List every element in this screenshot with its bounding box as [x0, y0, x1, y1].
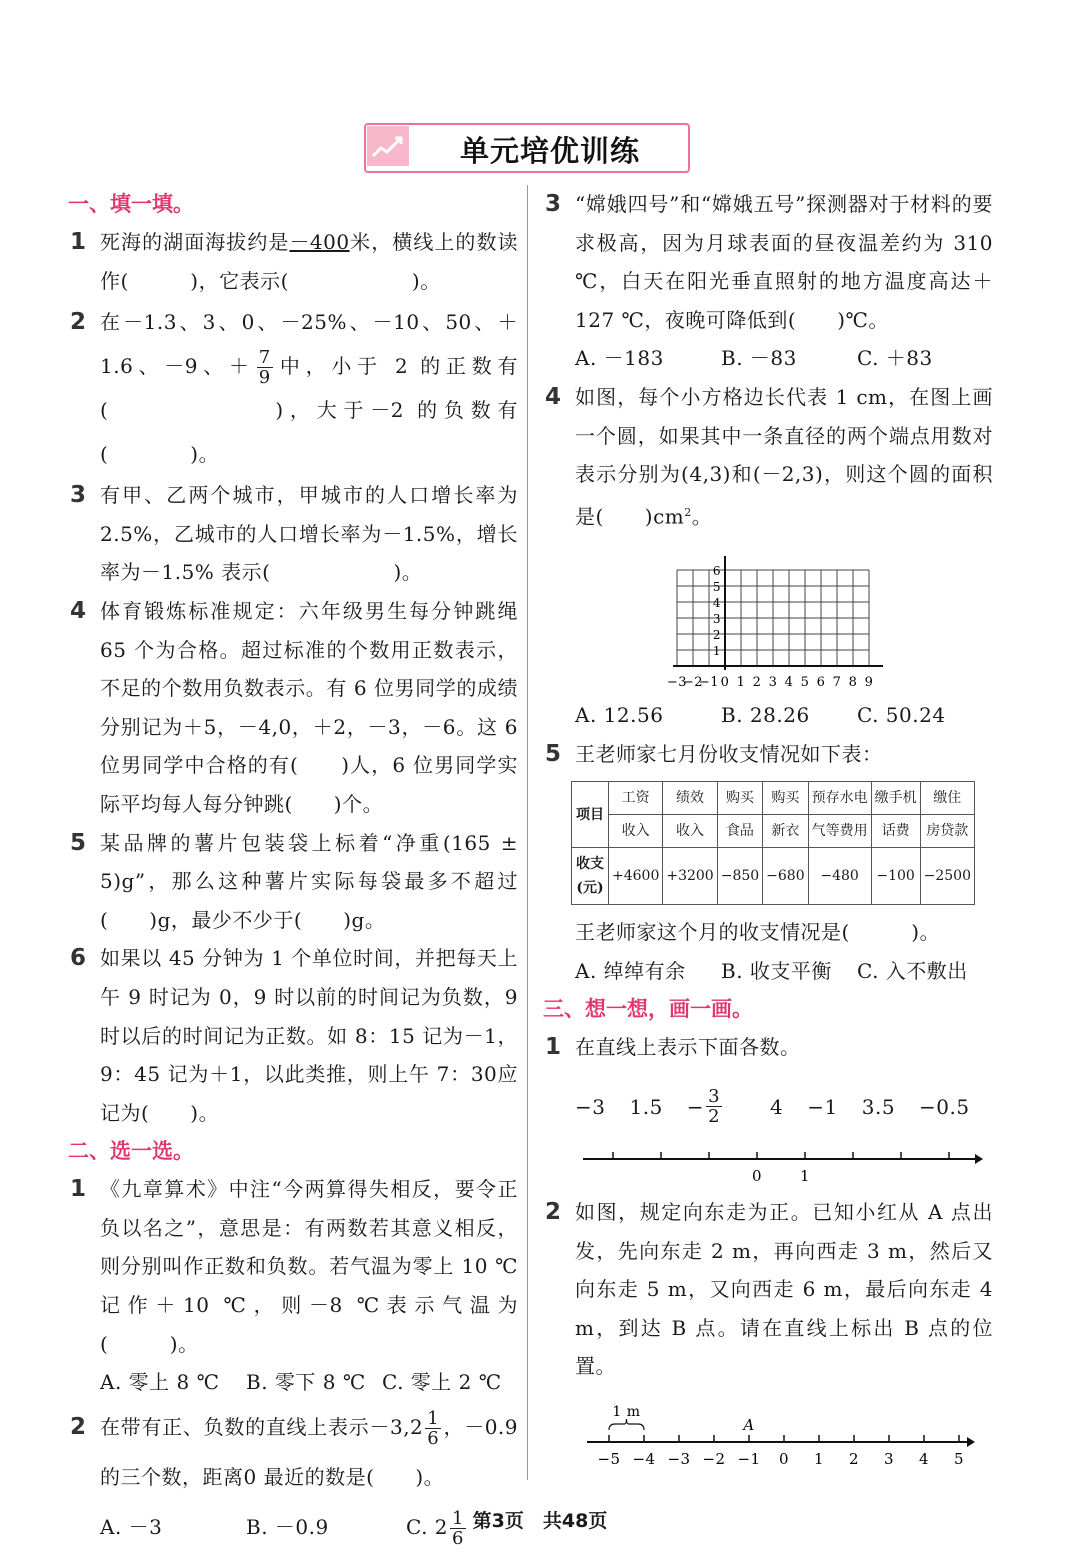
y-tick-label: 6: [712, 564, 722, 578]
fill-q6: 6 如果以 45 分钟为 1 个单位时间，并把每天上午 9 时记为 0，9 时以前的时间记为负数，9 时以后的时间记为正数。如 8：15 记为－1，9：45 记为＋1，以此类推，则上午 7：30应记为( )。: [70, 945, 518, 1125]
fraction-3-2: $\frac{3}{2}$: [708, 1086, 721, 1128]
x-tick-label: 0: [720, 675, 730, 690]
option-b[interactable]: B. －0.9: [246, 1514, 329, 1539]
x-tick-label: 7: [832, 675, 842, 690]
y-tick-label: 3: [712, 612, 722, 626]
fraction-7-9: $\frac{7}{9}$: [258, 347, 271, 389]
right-column: [543, 185, 993, 1470]
y-tick-label: 2: [712, 628, 722, 642]
choose-q3: 3 “嫦娥四号”和“嫦娥五号”探测器对于材料的要求极高，因为月球表面的昼夜温差约为 310 ℃，白天在阳光垂直照射的地方温度高达＋127 ℃，夜晚可降低到( )℃。 A. －183 B. －83 C. ＋83: [543, 185, 993, 378]
choose-q5-question: 王老师家这个月的收支情况是( )。 A. 绰绰有余 B. 收支平衡 C. 入不敷出: [543, 913, 993, 990]
tick-label: 1: [813, 1449, 825, 1468]
choose-q2: 2 在带有正、负数的直线上表示－3,2 $\frac{1}{6}$ ，－0.9的三个数，距离0 最近的数是( )。 A. －3 B. －0.9 C. 2 $\frac{1}{6}$: [68, 1402, 518, 1552]
x-tick-label: 3: [768, 675, 778, 690]
x-tick-label: 8: [848, 675, 858, 690]
option-c[interactable]: C. ＋83: [857, 346, 933, 371]
x-tick-label: 2: [752, 675, 762, 690]
fill-q3: 3 有甲、乙两个城市，甲城市的人口增长率为 2.5%，乙城市的人口增长率为－1.5%，增长率为－1.5% 表示( )。: [70, 482, 518, 585]
choose-q1: 1 《九章算术》中注“今两算得失相反，要令正负以名之”，意思是：有两数若其意义相反，则分别叫作正数和负数。若气温为零上 10 ℃记作＋10 ℃，则－8 ℃表示气温为( )。 A. 零上 8 ℃ B. 零下 8 ℃ C. 零上 2 ℃: [68, 1170, 518, 1402]
tick-label: 0: [778, 1449, 790, 1468]
arrow-head: [967, 1437, 975, 1447]
tick-label: −3: [667, 1449, 691, 1468]
tick-label: 5: [953, 1449, 965, 1468]
option-b[interactable]: B. 收支平衡: [721, 958, 832, 983]
option-c[interactable]: C. 零上 2 ℃: [382, 1370, 502, 1395]
tick-label: −1: [737, 1449, 761, 1468]
option-a[interactable]: A. 绰绰有余: [575, 958, 686, 983]
table-row: 收支(元) +4600 +3200 −850 −680 −480 −100 −2500: [572, 848, 975, 905]
y-tick-label: 4: [712, 596, 722, 610]
section-choose: 二、选一选。: [68, 1139, 194, 1164]
y-tick-label: 1: [712, 644, 722, 658]
option-b[interactable]: B. 28.26: [721, 703, 810, 727]
tick-label: 2: [848, 1449, 860, 1468]
choose-q4: 4 如图，每个小方格边长代表 1 cm，在图上画一个圆，如果其中一条直径的两个端点用数对表示分别为(4,3)和(－2,3)，则这个圆的面积是( )$cm^2$。 −3 −2 −1 0 1 2 3 4 5 6 7 8 9 1 2 3 4 5 6 A. 12.56 B. 28.26 C. 50.24: [543, 378, 993, 735]
option-c[interactable]: C. 50.24: [857, 703, 946, 727]
x-tick-label: 5: [800, 675, 810, 690]
point-a-label: A: [743, 1415, 755, 1434]
arrow-head: [975, 1154, 983, 1164]
number-line-2: [575, 1400, 985, 1470]
column-divider: [527, 185, 528, 1480]
fraction-1-6: $\frac{1}{6}$: [427, 1407, 440, 1449]
number-list: −3 1.5 − $\frac{3}{2}$ 4 −1 3.5 −0.5: [575, 1086, 970, 1128]
choose-q5: 5 王老师家七月份收支情况如下表：: [545, 740, 883, 767]
page-title: 单元培优训练: [459, 134, 640, 168]
table-header-cell: 项目: [572, 782, 609, 848]
unit-banner: [364, 123, 690, 173]
tick-label: −2: [702, 1449, 726, 1468]
unit-label: 1 m: [612, 1403, 641, 1420]
option-a[interactable]: A. 零上 8 ℃: [100, 1370, 220, 1395]
tick-label: 4: [918, 1449, 930, 1468]
x-tick-label: 6: [816, 675, 826, 690]
option-a[interactable]: A. －183: [575, 346, 664, 371]
choose-q3-options: [575, 339, 993, 378]
section-fill: 一、填一填。: [68, 192, 194, 216]
y-tick-label: 5: [712, 580, 722, 594]
tick-label: 0: [751, 1166, 763, 1185]
choose-q4-options: [575, 696, 993, 735]
x-tick-label: −2: [682, 675, 704, 690]
option-a[interactable]: A. 12.56: [575, 703, 664, 727]
left-column: [68, 185, 518, 1552]
fill-q2: 2 在－1.3、3、0、－25%、－10、50、＋1.6、－9、＋ $\frac{7}{9}$ 中，小于 2 的正数有( )，大于－2 的负数有( )。: [70, 309, 518, 467]
coordinate-grid: [575, 536, 995, 696]
tick-label: −4: [632, 1449, 656, 1468]
tick-label: 3: [883, 1449, 895, 1468]
option-b[interactable]: B. 零下 8 ℃: [246, 1370, 366, 1395]
choose-q1-options: [100, 1363, 518, 1402]
tick-label: 1: [799, 1166, 811, 1185]
draw-q1: 1 在直线上表示下面各数。 −3 1.5 − $\frac{3}{2}$ 4 −1 3.5 −0.5 0 1: [543, 1028, 993, 1193]
x-tick-label: −1: [698, 675, 720, 690]
page-footer: 第3页 共48页: [472, 1510, 608, 1532]
option-c[interactable]: C. 入不敷出: [857, 958, 968, 983]
fill-q1: 1 死海的湖面海拔约是－400米，横线上的数读作( )，它表示( )。: [70, 229, 519, 293]
choose-q5-options: [575, 952, 993, 991]
tick-label: −5: [597, 1449, 621, 1468]
option-b[interactable]: B. －83: [721, 346, 797, 371]
expense-table: 项目 工资 绩效 购买 购买 预存水电 缴手机 缴住 收入 收入 食品 新衣 气等费用 话费 房贷款 收支(元) +4600 +3200 −850 −680 −480 −100 −2500: [571, 781, 975, 905]
fill-q5: 5 某品牌的薯片包装袋上标着“净重(165 ± 5)g”，那么这种薯片实际每袋最多不超过( )g，最少不少于( )g。: [70, 829, 518, 932]
trend-icon: [367, 126, 409, 166]
draw-q2: 2 如图，规定向东走为正。已知小红从 A 点出发，先向东走 2 m，再向西走 3 m，然后又向东走 5 m，又向西走 6 m，最后向东走 4 m，到达 B 点。请在直线上标出 B 点的位置。 −5 −4 −3 −2 −1 0 1 2 3 4 5 1 m A: [545, 1198, 993, 1468]
fill-q4: 4 体育锻炼标准规定：六年级男生每分钟跳绳 65 个为合格。超过标准的个数用正数表示，不足的个数用负数表示。有 6 位男同学的成绩分别记为＋5，－4,0，＋2，－3，－6。这 6 位男同学中合格的有( )人，6 位男同学实际平均每人每分钟跳( )个。: [70, 597, 518, 816]
option-a[interactable]: A. －3: [100, 1514, 163, 1539]
x-tick-label: 4: [784, 675, 794, 690]
x-tick-label: 9: [864, 675, 874, 690]
number-line-1: [575, 1143, 985, 1193]
section-draw: 三、想一想，画一画。: [543, 997, 753, 1022]
unit-brace: [609, 1419, 644, 1430]
x-tick-label: −3: [666, 675, 688, 690]
option-c[interactable]: C. 2 $\frac{1}{6}$: [406, 1507, 464, 1549]
x-tick-label: 1: [736, 675, 746, 690]
